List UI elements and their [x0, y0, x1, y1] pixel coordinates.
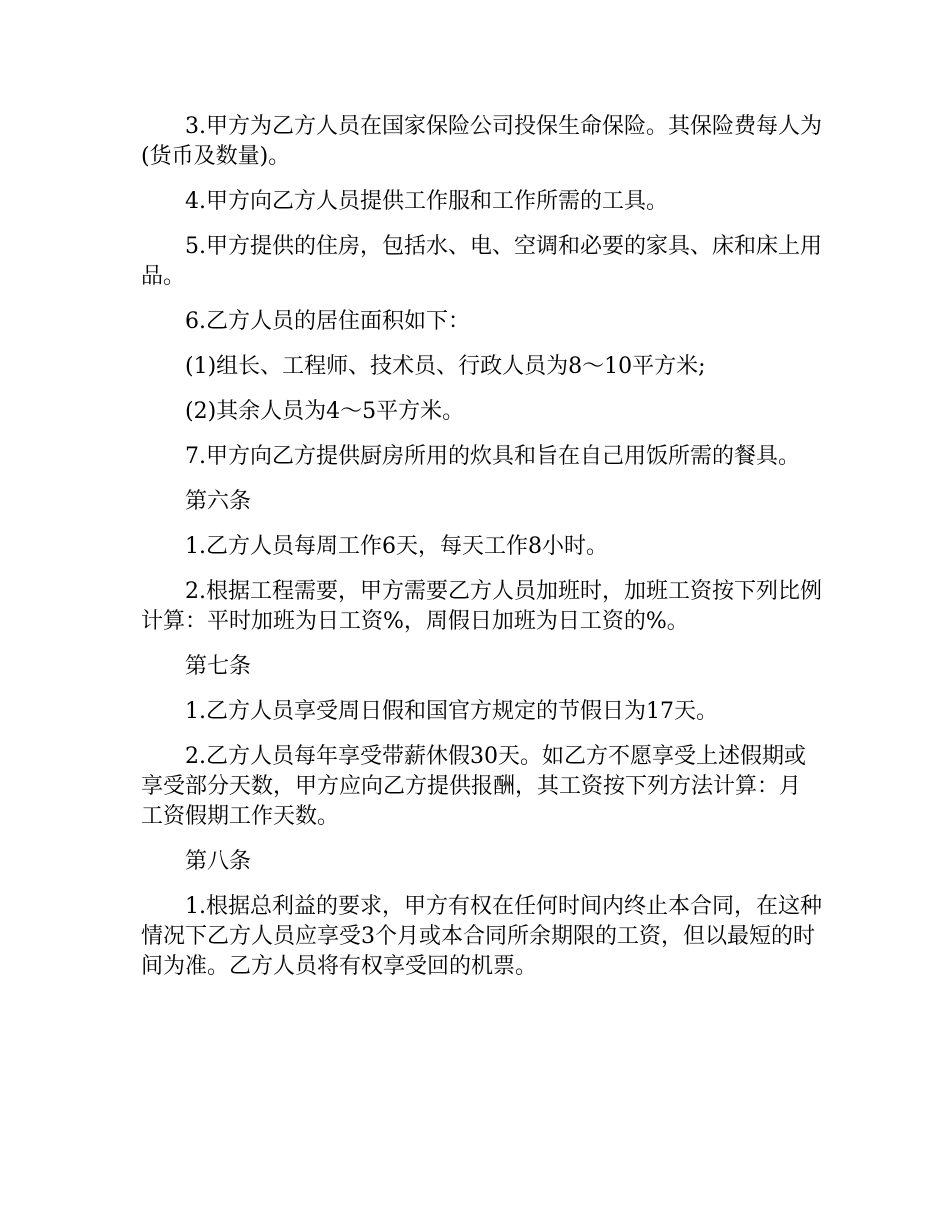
clause-8-heading: 第八条: [185, 849, 252, 874]
clause-5-item-4: 4.甲方向乙方人员提供工作服和工作所需的工具。: [185, 189, 668, 214]
clause-6-heading: 第六条: [185, 489, 252, 514]
clause-6-item-1: 1.乙方人员每周工作6天，每天工作8小时。: [185, 534, 608, 559]
clause-5-item-6: 6.乙方人员的居住面积如下：: [185, 309, 470, 334]
clause-5-item-6-sub-1: (1)组长、工程师、技术员、行政人员为8～10平方米;: [185, 354, 706, 379]
document-body: [141, 112, 831, 997]
clause-7-heading: 第七条: [185, 654, 252, 679]
clause-7-item-2: 2.乙方人员每年享受带薪休假30天。如乙方不愿享受上述假期或享受部分天数，甲方应向乙方提供报酬，其工资按下列方法计算：月工资假期工作天数。: [141, 744, 806, 829]
clause-5-item-7: 7.甲方向乙方提供厨房所用的炊具和旨在自己用饭所需的餐具。: [185, 444, 800, 469]
clause-5-item-3: 3.甲方为乙方人员在国家保险公司投保生命保险。其保险费每人为(货币及数量)。: [141, 114, 822, 169]
clause-5-item-5: 5.甲方提供的住房，包括水、电、空调和必要的家具、床和床上用品。: [141, 234, 822, 289]
clause-5-item-6-sub-2: (2)其余人员为4～5平方米。: [185, 399, 465, 424]
clause-7-item-1: 1.乙方人员享受周日假和国官方规定的节假日为17天。: [185, 699, 718, 724]
clause-8-item-1: 1.根据总利益的要求，甲方有权在任何时间内终止本合同，在这种情况下乙方人员应享受3个月或本合同所余期限的工资，但以最短的时间为准。乙方人员将有权享受回的机票。: [141, 894, 822, 979]
clause-6-item-2: 2.根据工程需要，甲方需要乙方人员加班时，加班工资按下列比例计算：平时加班为日工资%，周假日加班为日工资的%。: [141, 579, 822, 634]
